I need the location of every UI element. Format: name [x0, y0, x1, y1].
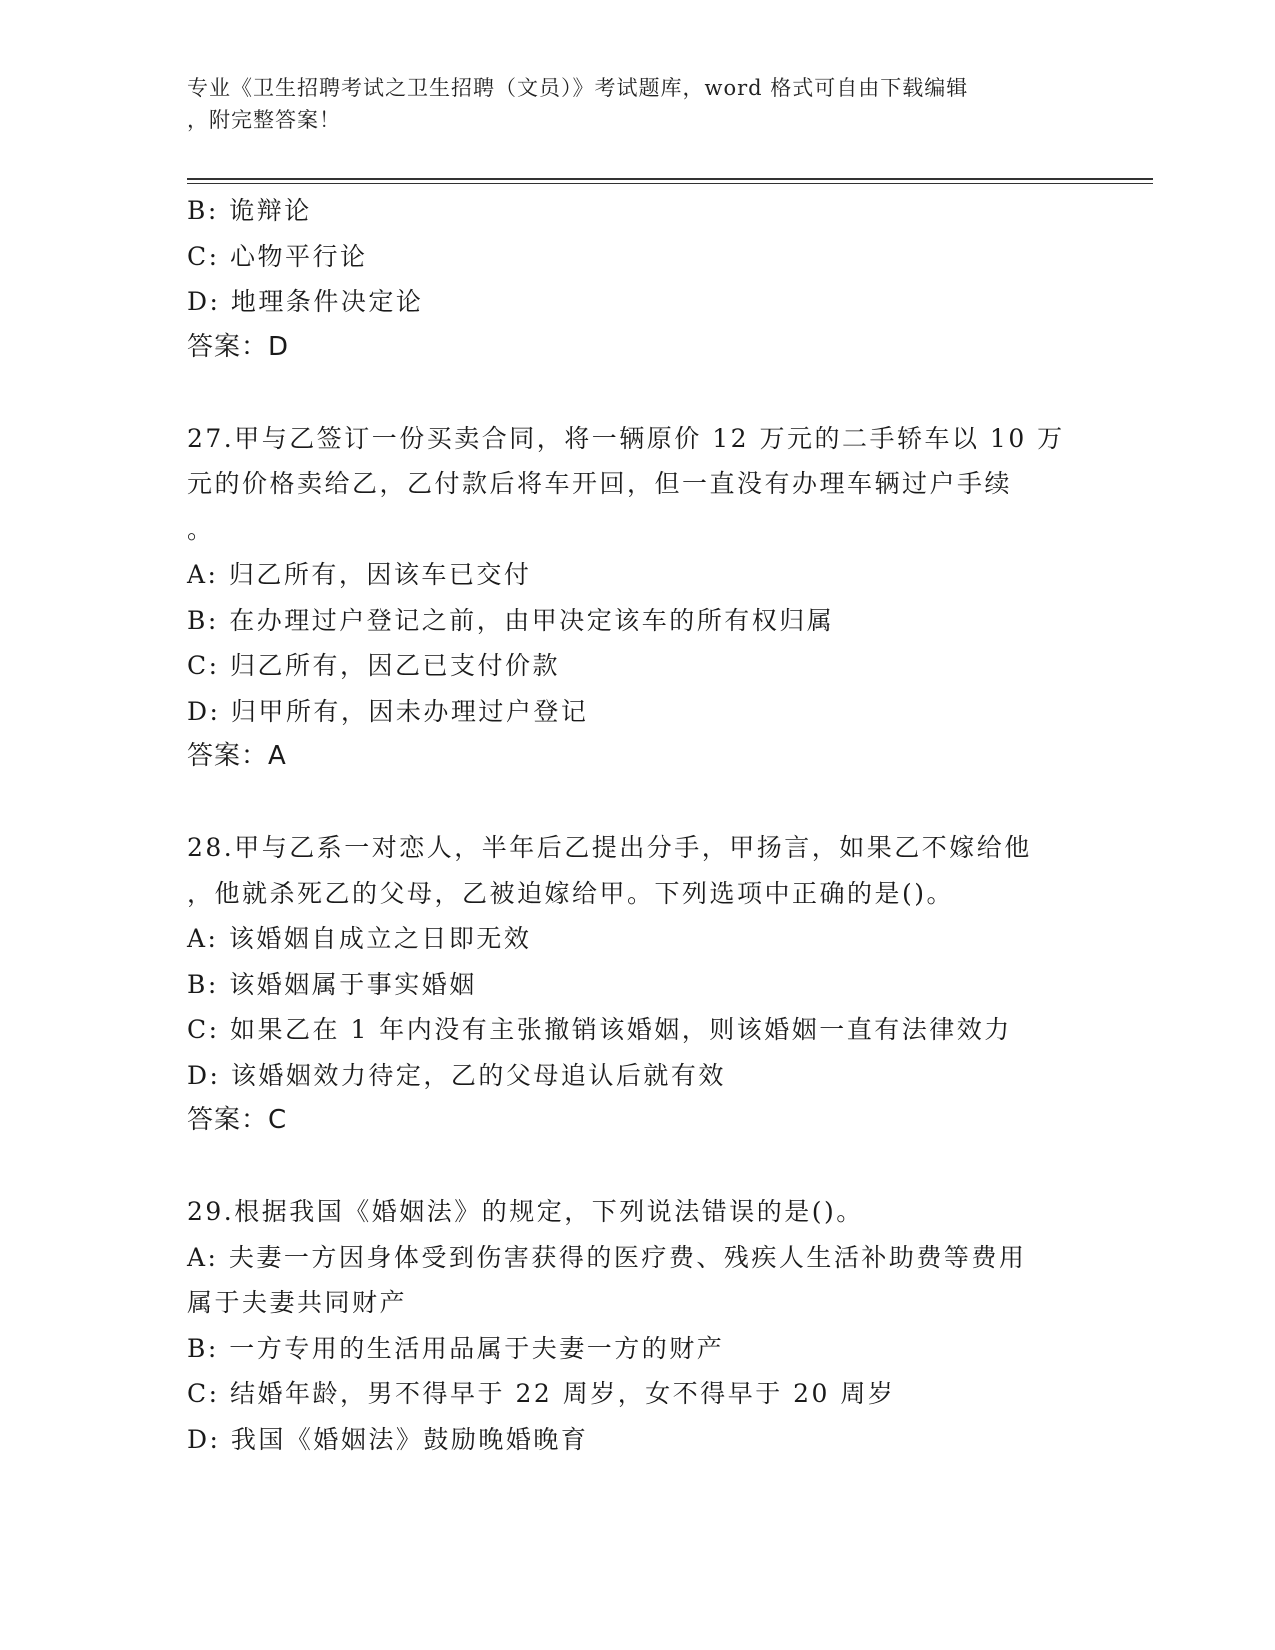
question-stem: 29.根据我国《婚姻法》的规定，下列说法错误的是()。: [187, 1197, 864, 1226]
option-c: C: 归乙所有，因乙已支付价款: [187, 651, 560, 680]
option-b: B: 诡辩论: [187, 196, 312, 225]
option-b: B: 该婚姻属于事实婚姻: [187, 969, 477, 999]
document-header: [187, 72, 1067, 136]
option-d: D: 该婚姻效力待定，乙的父母追认后就有效: [187, 1060, 726, 1090]
question-28: [187, 825, 1087, 1144]
question-stem: 28.甲与乙系一对恋人，半年后乙提出分手，甲扬言，如果乙不嫁给他: [187, 833, 1032, 862]
spacer: [187, 370, 1087, 416]
header-line-2: ，附完整答案！: [187, 108, 341, 132]
question-content: [187, 188, 1087, 1462]
question-27: [187, 416, 1087, 780]
option-d: D: 地理条件决定论: [187, 287, 424, 316]
option-b: B: 在办理过户登记之前，由甲决定该车的所有权归属: [187, 605, 835, 635]
answer-label: 答案：C: [187, 1105, 288, 1135]
option-d: D: 我国《婚姻法》鼓励晚婚晚育: [187, 1424, 589, 1454]
question-stem: 27.甲与乙签订一份买卖合同，将一辆原价 12 万元的二手轿车以 10 万: [187, 423, 1065, 453]
question-stem: 元的价格卖给乙，乙付款后将车开回，但一直没有办理车辆过户手续: [187, 469, 1013, 498]
option-a: A: 夫妻一方因身体受到伤害获得的医疗费、残疾人生活补助费等费用: [187, 1242, 1027, 1272]
option-a: A: 该婚姻自成立之日即无效: [187, 924, 532, 953]
spacer: [187, 1144, 1087, 1190]
option-a-continued: 属于夫妻共同财产: [187, 1288, 408, 1317]
question-stem: ，他就杀死乙的父母，乙被迫嫁给甲。下列选项中正确的是()。: [187, 878, 955, 908]
spacer: [187, 780, 1087, 826]
option-c: C: 结婚年龄，男不得早于 22 周岁，女不得早于 20 周岁: [187, 1379, 896, 1408]
header-rule-thin: [187, 183, 1153, 184]
answer-label: 答案：A: [187, 741, 287, 771]
answer-label: 答案：D: [187, 331, 290, 362]
header-line-1: 专业《卫生招聘考试之卫生招聘（文员）》考试题库，word 格式可自由下载编辑: [187, 76, 969, 100]
header-rule-thick: [187, 178, 1153, 180]
question-stem: 。: [187, 514, 215, 544]
question-26-tail: [187, 188, 1087, 370]
option-c: C: 心物平行论: [187, 241, 368, 271]
option-c: C: 如果乙在 1 年内没有主张撤销该婚姻，则该婚姻一直有法律效力: [187, 1015, 1012, 1044]
question-29: [187, 1189, 1087, 1462]
option-d: D: 归甲所有，因未办理过户登记: [187, 696, 589, 726]
option-a: A: 归乙所有，因该车已交付: [187, 560, 532, 589]
option-b: B: 一方专用的生活用品属于夫妻一方的财产: [187, 1333, 725, 1363]
